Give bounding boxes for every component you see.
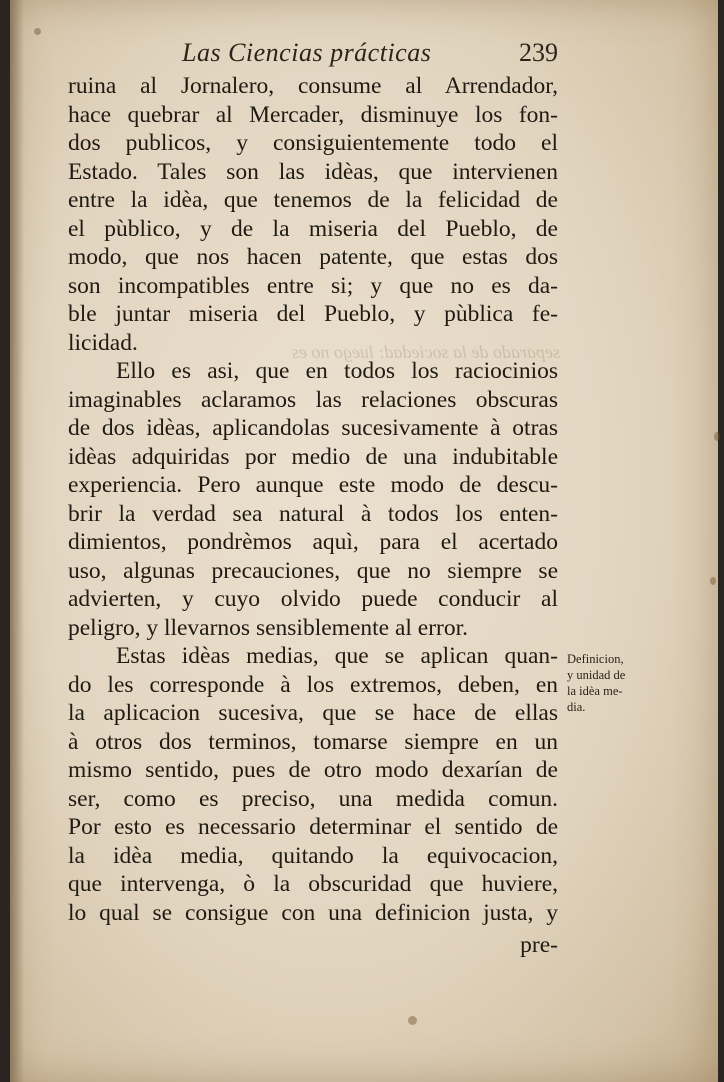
- text-line: Ello es asi, que en todos los raciocinios: [116, 358, 558, 384]
- text-line: lo qual se consigue con una definicion justa, y: [68, 899, 558, 926]
- page-number: 239: [519, 38, 558, 67]
- text-line: brir la verdad sea natural à todos los enten-: [68, 500, 558, 527]
- margin-note-line: dia.: [567, 700, 586, 714]
- text-line: de dos idèas, aplicandolas sucesivamente à otras: [68, 415, 558, 441]
- ink-spot: [408, 1016, 417, 1025]
- text-line: la aplicacion sucesiva, que se hace de ellas: [68, 700, 558, 726]
- ink-spot: [34, 28, 41, 35]
- text-line: imaginables aclaramos las relaciones obscuras: [68, 386, 558, 413]
- running-title: Las Ciencias prácticas: [182, 38, 432, 67]
- text-line: peligro, y llevarnos sensiblemente al error.: [68, 614, 469, 641]
- text-line: do les corresponde à los extremos, deben, en: [68, 671, 558, 698]
- text-line: licidad.: [68, 329, 138, 356]
- text-line: son incompatibles entre si; y que no es da-: [68, 272, 558, 299]
- bleed-through-text: separado de la sociedad: luego no es: [292, 342, 560, 362]
- body-text: [68, 72, 558, 960]
- margin-note-line: la idèa me-: [567, 684, 623, 698]
- text-line: dos publicos, y consiguientemente todo el: [68, 130, 558, 156]
- ink-spot: [714, 432, 720, 441]
- margin-note: [567, 651, 647, 715]
- margin-note-line: Definicion,: [567, 652, 624, 666]
- text-line: idèas adquiridas por medio de una indubitable: [68, 443, 558, 470]
- text-line: experiencia. Pero aunque este modo de descu-: [68, 472, 558, 498]
- text-line: ble juntar miseria del Pueblo, y pùblica fe-: [68, 301, 558, 327]
- text-line: Estas idèas medias, que se aplican quan-: [116, 643, 558, 669]
- text-line: Estado. Tales son las idèas, que intervienen: [68, 158, 558, 185]
- text-line: el pùblico, y de la miseria del Pueblo, de: [68, 215, 558, 242]
- text-line: dimientos, pondrèmos aquì, para el acertado: [68, 529, 558, 555]
- text-line: mismo sentido, pues de otro modo dexarían de: [68, 757, 558, 783]
- catchword: pre-: [520, 932, 558, 958]
- text-line: advierten, y cuyo olvido puede conducir al: [68, 586, 558, 612]
- text-line: que intervenga, ò la obscuridad que huviere,: [68, 871, 558, 897]
- margin-note-line: y unidad de: [567, 668, 626, 682]
- text-line: ser, como es preciso, una medida comun.: [68, 785, 558, 812]
- text-line: entre la idèa, que tenemos de la felicidad de: [68, 187, 558, 213]
- text-line: à otros dos terminos, tomarse siempre en un: [68, 728, 558, 755]
- text-line: uso, algunas precauciones, que no siempre se: [68, 557, 558, 584]
- page-gutter-shadow: [10, 0, 24, 1082]
- text-line: ruina al Jornalero, consume al Arrendador,: [68, 73, 558, 99]
- text-line: hace quebrar al Mercader, disminuye los fon-: [68, 101, 558, 128]
- text-line: la idèa media, quitando la equivocacion,: [68, 842, 558, 869]
- ink-spot: [710, 577, 716, 585]
- text-line: Por esto es necessario determinar el sentido de: [68, 814, 558, 840]
- text-line: modo, que nos hacen patente, que estas dos: [68, 244, 558, 270]
